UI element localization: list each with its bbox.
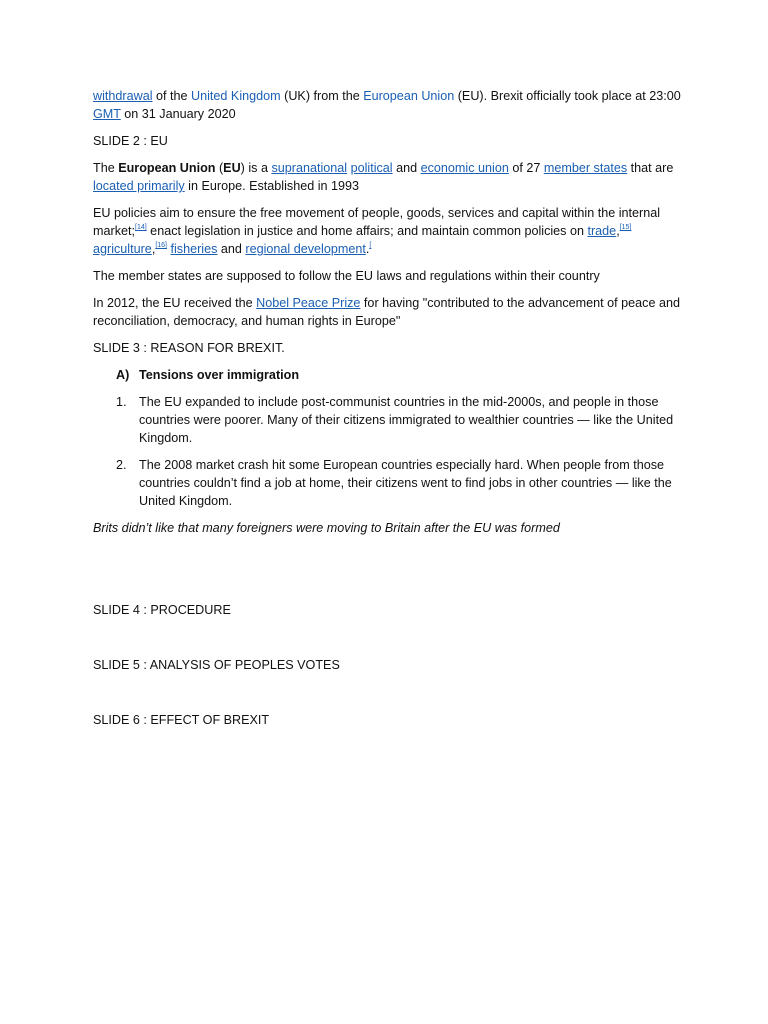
link-european-union[interactable]: European Union: [363, 89, 455, 103]
list-item-text: The 2008 market crash hit some European countries especially hard. When people from those countries couldn’t find a job at home, their citizens went to find jobs in other countries — like the United Kingdom.: [139, 458, 672, 508]
text: and: [217, 242, 246, 256]
ref-14[interactable]: [135, 224, 147, 231]
text: and: [392, 161, 421, 175]
eu-definition-paragraph: [93, 159, 681, 195]
ref-16[interactable]: [155, 242, 167, 249]
text: In 2012, the EU received the: [93, 296, 257, 310]
eu-policies-paragraph: [93, 204, 681, 258]
ref-15-link[interactable]: [15]: [619, 224, 632, 231]
text: (: [215, 161, 224, 175]
subheading-marker: A): [116, 368, 130, 382]
bold-european-union: European Union: [118, 161, 216, 175]
ref-14-link[interactable]: [14]: [135, 224, 147, 231]
ref-15[interactable]: [620, 224, 632, 231]
link-political[interactable]: political: [350, 161, 393, 175]
list-item-number: 1.: [116, 395, 127, 409]
slide-2-heading: SLIDE 2 : EU: [93, 134, 168, 148]
text: ,: [151, 242, 156, 256]
link-nobel-peace-prize[interactable]: Nobel Peace Prize: [256, 296, 361, 310]
text: of the: [152, 89, 192, 103]
bold-eu: EU: [223, 161, 241, 175]
immigration-subheading: [116, 366, 681, 384]
document-body: [93, 87, 681, 729]
link-fisheries[interactable]: fisheries: [170, 242, 218, 256]
text: (UK) from the: [280, 89, 364, 103]
link-gmt[interactable]: GMT: [93, 107, 121, 121]
text: The: [93, 161, 119, 175]
link-withdrawal[interactable]: withdrawal: [93, 89, 153, 103]
nobel-paragraph: [93, 294, 681, 330]
link-supranational[interactable]: supranational: [271, 161, 348, 175]
list-item: [116, 393, 681, 447]
text: EU policies aim to ensure the free movement of people, goods, services and capital within the internal market;: [93, 206, 661, 238]
subheading-text: Tensions over immigration: [139, 368, 300, 382]
text: on 31 January 2020: [120, 107, 236, 121]
text: ,: [616, 224, 620, 238]
text: that are: [627, 161, 674, 175]
ref-tail[interactable]: [369, 242, 371, 249]
ref-16-link[interactable]: [16]: [155, 242, 167, 249]
text: for having "contributed to the advancement of peace and reconciliation, democracy, and human rights in Europe": [93, 296, 680, 328]
brits-note: Brits didn’t like that many foreigners were moving to Britain after the EU was formed: [93, 521, 560, 535]
list-item-number: 2.: [116, 458, 127, 472]
slide-3-heading: SLIDE 3 : REASON FOR BREXIT.: [93, 341, 285, 355]
member-states-paragraph: The member states are supposed to follow the EU laws and regulations within their country: [93, 269, 600, 283]
intro-paragraph: [93, 87, 681, 123]
text: of 27: [508, 161, 544, 175]
list-item-text: The EU expanded to include post-communist countries in the mid-2000s, and people in those countries were poorer. Many of their citizens immigrated to wealthier countries — like the United Kingdom.: [139, 395, 674, 445]
slide-4-heading: SLIDE 4 : PROCEDURE: [93, 603, 231, 617]
text: ) is a: [240, 161, 272, 175]
text: enact legislation in justice and home affairs; and maintain common policies on: [146, 224, 588, 238]
list-item: [116, 456, 681, 510]
link-agriculture[interactable]: agriculture: [93, 242, 152, 256]
slide-5-heading: SLIDE 5 : ANALYSIS OF PEOPLES VOTES: [93, 658, 340, 672]
link-economic-union[interactable]: economic union: [420, 161, 509, 175]
link-located-primarily[interactable]: located primarily: [93, 179, 185, 193]
text: (EU). Brexit officially took place at 23:00: [454, 89, 681, 103]
text: in Europe. Established in 1993: [184, 179, 360, 193]
slide-6-heading: SLIDE 6 : EFFECT OF BREXIT: [93, 713, 270, 727]
link-regional-development[interactable]: regional development: [245, 242, 366, 256]
link-member-states[interactable]: member states: [543, 161, 628, 175]
link-trade[interactable]: trade: [587, 224, 617, 238]
ref-tail-link[interactable]: [: [369, 242, 372, 249]
link-united-kingdom[interactable]: United Kingdom: [191, 89, 281, 103]
text: .: [365, 242, 370, 256]
